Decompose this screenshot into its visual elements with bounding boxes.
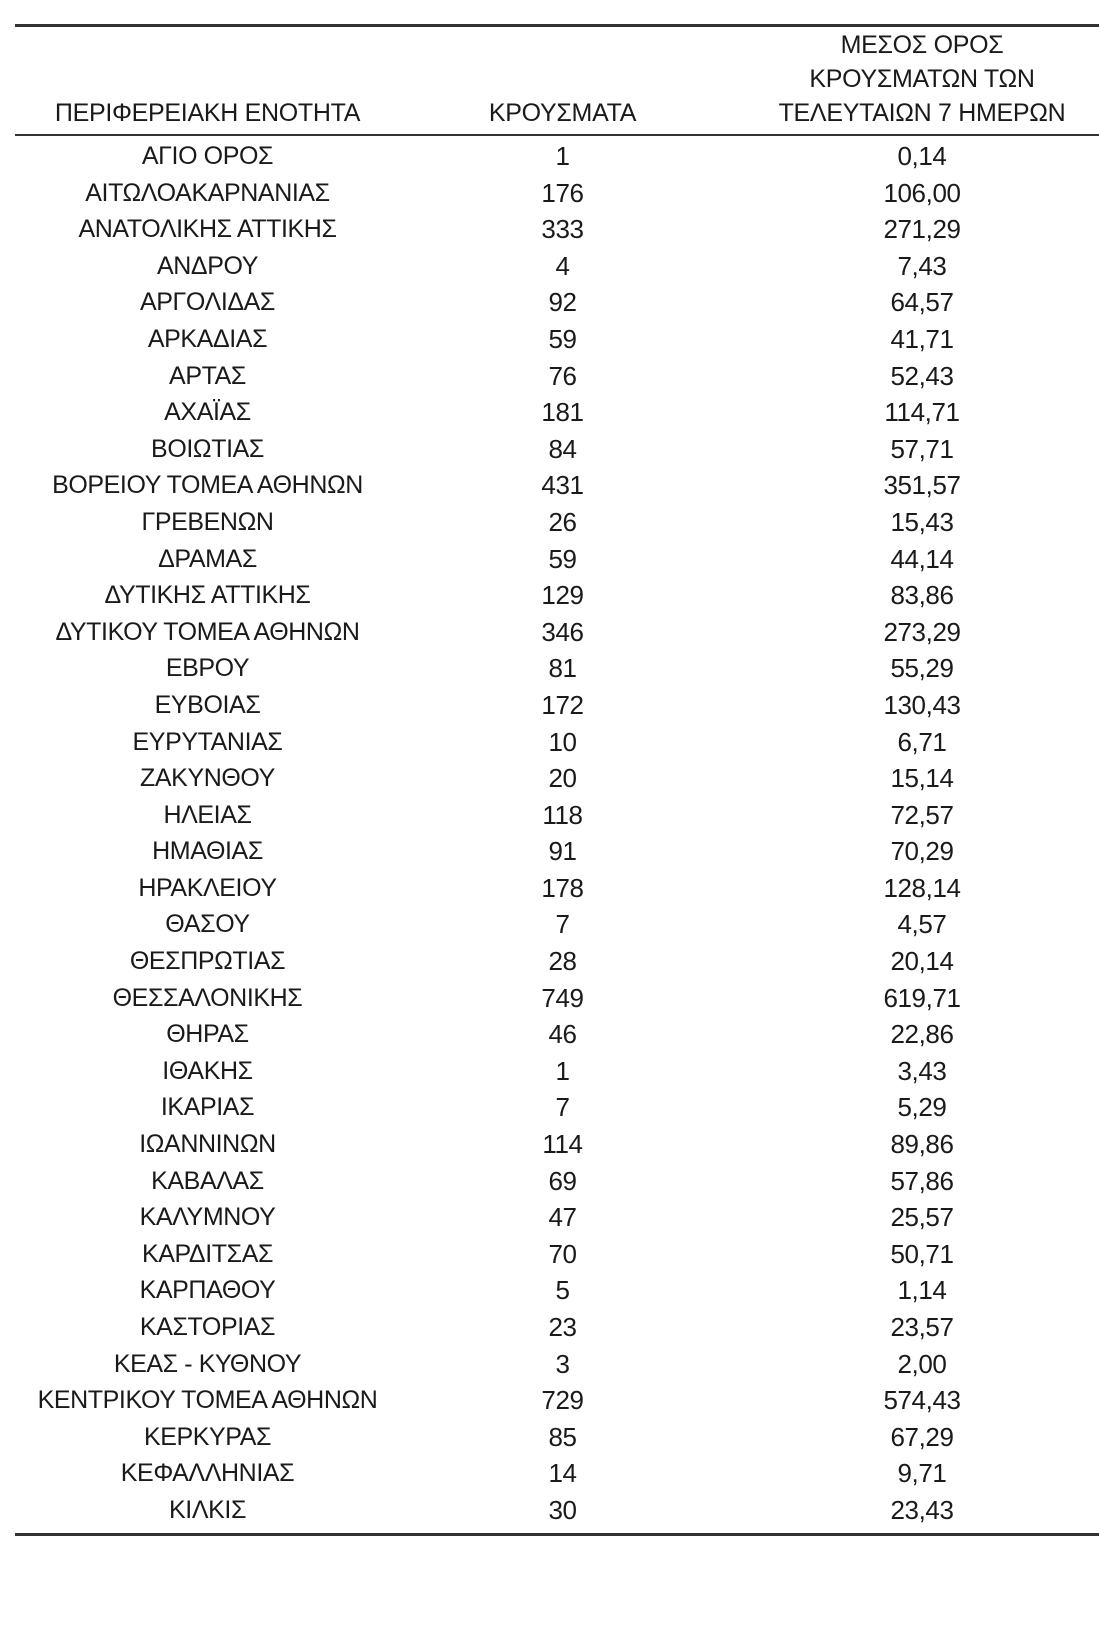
cell-cases: 1 xyxy=(555,1055,570,1086)
table-row xyxy=(15,906,1099,943)
cell-region: ΙΩΑΝΝΙΝΩΝ xyxy=(139,1130,276,1159)
cell-region: ΒΟΙΩΤΙΑΣ xyxy=(151,434,264,463)
cell-region: ΗΜΑΘΙΑΣ xyxy=(152,837,263,866)
table-row xyxy=(15,1309,1099,1346)
cell-avg7: 2,00 xyxy=(897,1348,947,1379)
cell-region: ΗΡΑΚΛΕΙΟΥ xyxy=(138,873,277,902)
cell-region: ΒΟΡΕΙΟΥ ΤΟΜΕΑ ΑΘΗΝΩΝ xyxy=(52,471,363,500)
cell-avg7: 5,29 xyxy=(897,1092,947,1123)
cell-cases: 729 xyxy=(541,1385,584,1416)
table-row xyxy=(15,870,1099,907)
cell-region: ΚΕΝΤΡΙΚΟΥ ΤΟΜΕΑ ΑΘΗΝΩΝ xyxy=(37,1386,378,1415)
cell-avg7: 114,71 xyxy=(884,397,960,428)
table-row xyxy=(15,394,1099,431)
cell-avg7: 83,86 xyxy=(890,580,954,611)
cell-avg7: 273,29 xyxy=(883,616,961,647)
cell-cases: 346 xyxy=(541,616,584,647)
table-row xyxy=(15,797,1099,834)
cell-cases: 92 xyxy=(548,287,577,318)
table-row xyxy=(15,175,1099,212)
cell-cases: 76 xyxy=(548,360,577,391)
cell-region: ΔΡΑΜΑΣ xyxy=(158,544,257,573)
cell-region: ΚΕΦΑΛΛΗΝΙΑΣ xyxy=(120,1459,295,1488)
cell-cases: 14 xyxy=(548,1458,577,1489)
table-row xyxy=(15,687,1099,724)
table-header xyxy=(15,27,1099,136)
cell-avg7: 130,43 xyxy=(883,689,961,720)
table-bottom-rule xyxy=(15,1533,1099,1536)
cases-table xyxy=(15,24,1099,1536)
cell-avg7: 70,29 xyxy=(890,836,954,867)
cell-cases: 47 xyxy=(548,1202,577,1233)
table-row xyxy=(15,248,1099,285)
cell-avg7: 4,57 xyxy=(897,909,947,940)
cell-avg7: 15,14 xyxy=(890,763,954,794)
cell-avg7: 1,14 xyxy=(897,1275,947,1306)
cell-cases: 181 xyxy=(541,397,584,428)
table-row xyxy=(15,1053,1099,1090)
cell-region: ΑΡΓΟΛΙΔΑΣ xyxy=(140,288,275,317)
cell-cases: 1 xyxy=(555,141,570,171)
table-row xyxy=(15,431,1099,468)
cell-cases: 26 xyxy=(548,506,577,537)
table-row xyxy=(15,1492,1099,1529)
cell-cases: 333 xyxy=(541,214,584,245)
table-row xyxy=(15,138,1099,175)
cell-avg7: 44,14 xyxy=(890,543,954,574)
cell-cases: 28 xyxy=(548,946,577,977)
cell-cases: 84 xyxy=(548,433,577,464)
cell-region: ΑΡΚΑΔΙΑΣ xyxy=(147,324,268,353)
cell-region: ΗΛΕΙΑΣ xyxy=(163,800,252,829)
cell-cases: 431 xyxy=(541,470,584,501)
table-row xyxy=(15,1016,1099,1053)
cell-cases: 70 xyxy=(548,1238,577,1269)
cell-avg7: 52,43 xyxy=(890,360,954,391)
table-row xyxy=(15,1236,1099,1273)
cell-region: ΕΥΡΥΤΑΝΙΑΣ xyxy=(132,727,283,756)
cell-avg7: 0,14 xyxy=(897,141,947,171)
cell-avg7: 619,71 xyxy=(883,982,961,1013)
header-avg7 xyxy=(745,28,1099,130)
table-row xyxy=(15,760,1099,797)
cell-avg7: 57,71 xyxy=(890,433,954,464)
cell-avg7: 64,57 xyxy=(890,287,954,318)
cell-cases: 85 xyxy=(548,1421,577,1452)
table-row xyxy=(15,358,1099,395)
table-body xyxy=(15,138,1099,1529)
cell-cases: 59 xyxy=(548,543,577,574)
cell-avg7: 23,57 xyxy=(890,1312,954,1342)
cell-avg7: 7,43 xyxy=(897,250,947,281)
table-row xyxy=(15,650,1099,687)
cell-cases: 172 xyxy=(541,689,584,720)
cell-avg7: 89,86 xyxy=(890,1129,954,1160)
table-row xyxy=(15,1126,1099,1163)
cell-cases: 46 xyxy=(548,1019,577,1050)
cell-cases: 178 xyxy=(541,872,584,903)
header-avg7-line3: ΤΕΛΕΥΤΑΙΩΝ 7 ΗΜΕΡΩΝ xyxy=(778,99,1066,127)
table-row xyxy=(15,577,1099,614)
cell-region: ΕΥΒΟΙΑΣ xyxy=(154,690,261,719)
table-row xyxy=(15,833,1099,870)
header-avg7-line1: ΜΕΣΟΣ ΟΡΟΣ xyxy=(840,31,1004,59)
cell-avg7: 25,57 xyxy=(890,1202,954,1233)
cell-avg7: 41,71 xyxy=(890,323,954,354)
cell-avg7: 271,29 xyxy=(883,214,961,245)
cell-avg7: 20,14 xyxy=(890,946,954,977)
cell-region: ΚΑΒΑΛΑΣ xyxy=(151,1166,264,1195)
cell-avg7: 72,57 xyxy=(890,799,954,830)
cell-cases: 118 xyxy=(542,799,583,830)
table-row xyxy=(15,541,1099,578)
cell-region: ΑΝΑΤΟΛΙΚΗΣ ΑΤΤΙΚΗΣ xyxy=(78,215,337,244)
cell-avg7: 6,71 xyxy=(897,726,947,757)
cell-cases: 129 xyxy=(541,580,584,611)
table-row xyxy=(15,980,1099,1017)
cell-avg7: 57,86 xyxy=(890,1165,954,1196)
cell-region: ΙΚΑΡΙΑΣ xyxy=(160,1093,255,1122)
table-row xyxy=(15,1163,1099,1200)
cell-region: ΘΕΣΣΑΛΟΝΙΚΗΣ xyxy=(112,983,303,1012)
cell-region: ΕΒΡΟΥ xyxy=(165,654,250,683)
cell-region: ΑΧΑΪΑΣ xyxy=(164,398,251,427)
cell-cases: 23 xyxy=(548,1312,577,1342)
cell-region: ΑΓΙΟ ΟΡΟΣ xyxy=(141,142,274,170)
table-row xyxy=(15,614,1099,651)
cell-cases: 4 xyxy=(555,250,570,281)
cell-region: ΚΕΡΚΥΡΑΣ xyxy=(143,1422,272,1451)
cell-region: ΚΙΛΚΙΣ xyxy=(169,1495,246,1524)
table-row xyxy=(15,943,1099,980)
cell-region: ΘΗΡΑΣ xyxy=(166,1020,249,1049)
cell-region: ΑΡΤΑΣ xyxy=(169,361,246,390)
cell-region: ΔΥΤΙΚΟΥ ΤΟΜΕΑ ΑΘΗΝΩΝ xyxy=(55,617,360,646)
header-region: ΠΕΡΙΦΕΡΕΙΑΚΗ ΕΝΟΤΗΤΑ xyxy=(54,99,361,127)
cell-region: ΔΥΤΙΚΗΣ ΑΤΤΙΚΗΣ xyxy=(104,581,311,610)
header-avg7-line2: ΚΡΟΥΣΜΑΤΩΝ ΤΩΝ xyxy=(809,65,1035,93)
cell-cases: 7 xyxy=(555,1092,570,1123)
cell-cases: 30 xyxy=(548,1494,577,1525)
cell-region: ΖΑΚΥΝΘΟΥ xyxy=(140,764,275,793)
cell-cases: 176 xyxy=(541,177,584,208)
table-row xyxy=(15,1346,1099,1383)
cell-avg7: 9,71 xyxy=(897,1458,947,1489)
cell-avg7: 22,86 xyxy=(890,1019,954,1050)
table-row xyxy=(15,321,1099,358)
cell-avg7: 106,00 xyxy=(883,177,961,208)
table-row xyxy=(15,504,1099,541)
cell-region: ΘΑΣΟΥ xyxy=(165,910,250,939)
table-row xyxy=(15,724,1099,761)
cell-avg7: 15,43 xyxy=(890,506,954,537)
cell-cases: 114 xyxy=(542,1129,583,1160)
table-row xyxy=(15,1199,1099,1236)
cell-cases: 20 xyxy=(548,763,577,794)
cell-region: ΚΑΛΥΜΝΟΥ xyxy=(139,1203,276,1232)
cell-avg7: 23,43 xyxy=(890,1494,954,1525)
cell-avg7: 50,71 xyxy=(890,1238,954,1269)
cell-region: ΘΕΣΠΡΩΤΙΑΣ xyxy=(129,947,286,976)
cell-cases: 69 xyxy=(548,1165,577,1196)
cell-region: ΙΘΑΚΗΣ xyxy=(162,1056,253,1085)
cell-avg7: 67,29 xyxy=(890,1421,954,1452)
cell-avg7: 351,57 xyxy=(883,470,961,501)
cell-avg7: 128,14 xyxy=(883,872,961,903)
header-cases: ΚΡΟΥΣΜΑΤΑ xyxy=(488,99,637,127)
cell-cases: 91 xyxy=(548,836,577,867)
cell-cases: 3 xyxy=(555,1348,570,1379)
cell-region: ΚΑΡΠΑΘΟΥ xyxy=(139,1276,276,1305)
cell-region: ΓΡΕΒΕΝΩΝ xyxy=(141,507,274,536)
table-row xyxy=(15,1419,1099,1456)
cell-cases: 10 xyxy=(548,726,577,757)
cell-cases: 81 xyxy=(548,653,577,684)
cell-region: ΑΙΤΩΛΟΑΚΑΡΝΑΝΙΑΣ xyxy=(85,178,330,207)
cell-cases: 7 xyxy=(555,909,570,940)
cell-region: ΑΝΔΡΟΥ xyxy=(156,251,259,280)
table-row xyxy=(15,211,1099,248)
cell-avg7: 55,29 xyxy=(890,653,954,684)
table-row xyxy=(15,1272,1099,1309)
cell-region: ΚΕΑΣ - ΚΥΘΝΟΥ xyxy=(113,1349,302,1378)
table-row xyxy=(15,467,1099,504)
cell-avg7: 3,43 xyxy=(897,1055,947,1086)
cell-cases: 5 xyxy=(555,1275,570,1306)
table-row xyxy=(15,1382,1099,1419)
table-row xyxy=(15,1455,1099,1492)
cell-avg7: 574,43 xyxy=(883,1385,961,1416)
cell-region: ΚΑΣΤΟΡΙΑΣ xyxy=(139,1313,276,1341)
cell-cases: 749 xyxy=(541,982,584,1013)
table-row xyxy=(15,1089,1099,1126)
table-row xyxy=(15,284,1099,321)
cell-region: ΚΑΡΔΙΤΣΑΣ xyxy=(141,1239,274,1268)
cell-cases: 59 xyxy=(548,323,577,354)
